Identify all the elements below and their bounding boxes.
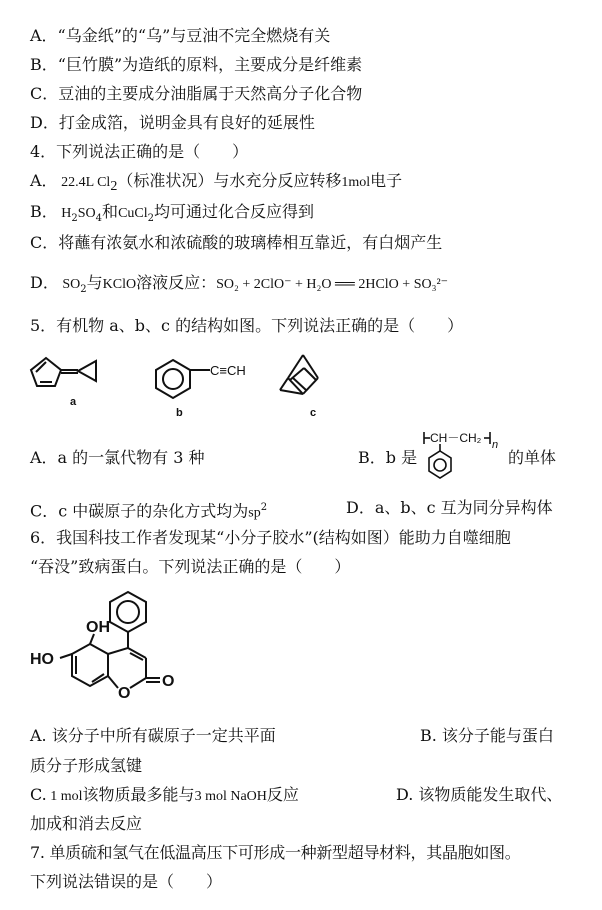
q3-option-c: C．豆油的主要成分油脂属于天然高分子化合物 <box>30 84 363 103</box>
q5-option-b-tail: 的单体 <box>508 448 557 467</box>
q6-structure <box>30 588 200 718</box>
q6-option-b: B. 该分子能与蛋白 <box>420 726 554 745</box>
q4-option-b: B． $H_2SO_4$和CuCl$_2$均可通过化合反应得到 <box>30 202 315 225</box>
q7-stem-line2: 下列说法错误的是（ ） <box>30 872 223 891</box>
b-group-label: C≡CH <box>210 363 246 378</box>
q6-option-c: C. 1 mol该物质最多能与3 mol NaOH反应 <box>30 785 299 804</box>
q5-option-c: C．c 中碳原子的杂化方式均为$sp^2$ <box>30 501 268 521</box>
q5-polymer-structure <box>418 424 508 480</box>
q6-option-d-cont: 加成和消去反应 <box>30 814 143 833</box>
q4-option-d: D． $SO_2$与KClO溶液反应：SO₂ + 2ClO⁻ + H₂O ══ 2HClO + SO₃²⁻ <box>30 273 449 296</box>
q4-stem: 4．下列说法正确的是（ ） <box>30 142 249 161</box>
q5-structures <box>28 350 328 422</box>
label-c: c <box>310 407 317 419</box>
q3-option-d: D．打金成箔，说明金具有良好的延展性 <box>30 113 315 132</box>
q5-option-a: A．a 的一氯代物有 3 种 <box>30 448 205 467</box>
ho-label: HO <box>30 651 54 668</box>
oh-label: OH <box>86 619 110 636</box>
q4-option-c: C．将蘸有浓氨水和浓硫酸的玻璃棒相互靠近，有白烟产生 <box>30 233 443 252</box>
q4-option-a: A． 22.4L $Cl_2$（标准状况）与水充分反应转移1mol电子 <box>30 171 403 195</box>
polymer-subscript-n: n <box>492 439 499 451</box>
structure-c <box>280 355 318 394</box>
structure-b <box>156 360 210 398</box>
ring-oxygen-label: O <box>118 685 131 702</box>
label-a: a <box>70 396 77 408</box>
label-b: b <box>176 407 183 419</box>
q6-stem-line2: “吞没”致病蛋白。下列说法正确的是（ ） <box>30 557 351 576</box>
q3-option-b: B．“巨竹膜”为造纸的原料，主要成分是纤维素 <box>30 55 363 74</box>
q5-option-d: D．a、b、c 互为同分异构体 <box>346 498 553 517</box>
q6-option-b-cont: 质分子形成氢键 <box>30 756 143 775</box>
q6-option-a: A. 该分子中所有碳原子一定共平面 <box>30 726 276 745</box>
carbonyl-oxygen-label: O <box>162 673 175 690</box>
structure-a <box>31 358 96 386</box>
q5-option-b: B．b 是 <box>358 448 418 467</box>
polymer-repeat-unit: CH－CH₂ <box>430 431 482 445</box>
q7-stem-line1: 7. 单质硫和氢气在低温高压下可形成一种新型超导材料，其晶胞如图。 <box>30 843 521 862</box>
q6-option-d: D. 该物质能发生取代、 <box>396 785 563 804</box>
q5-stem: 5．有机物 a、b、c 的结构如图。下列说法正确的是（ ） <box>30 316 464 335</box>
q3-option-a: A．“乌金纸”的“乌”与豆油不完全燃烧有关 <box>30 26 331 45</box>
q6-stem-line1: 6．我国科技工作者发现某“小分子胶水”(结构如图）能助力自噬细胞 <box>30 528 511 547</box>
